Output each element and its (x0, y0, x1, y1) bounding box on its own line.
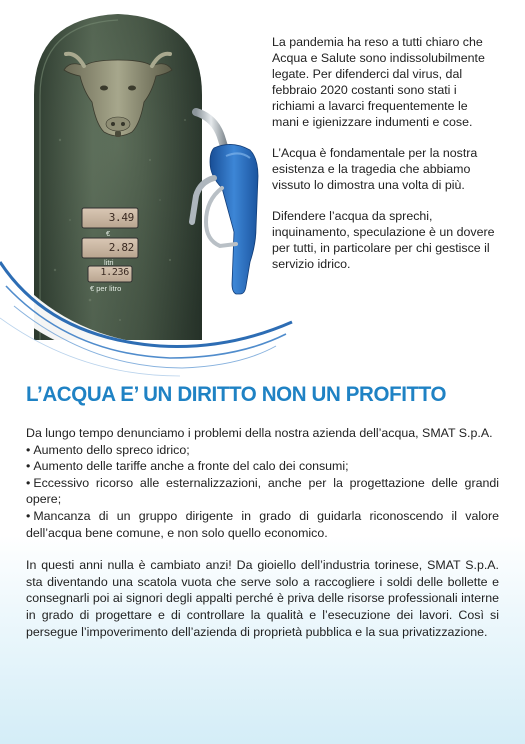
pump-amount-unit: € (106, 229, 111, 238)
body-text (26, 425, 499, 640)
body-intro-paragraph: Da lungo tempo denunciamo i problemi della nostra azienda dell’acqua, SMAT S.p.A. (26, 426, 493, 440)
fountain-pump-graphic (0, 0, 300, 380)
bullet-icon: • (26, 442, 31, 457)
pump-price-unit: € per litro (90, 284, 122, 293)
fountain-pump-illustration (0, 0, 300, 380)
list-item: • Aumento delle tariffe anche a fronte del calo dei consumi; (26, 459, 349, 474)
problem-list (26, 442, 499, 542)
body-closing-paragraph: In questi anni nulla è cambiato anzi! Da gioiello dell’industria torinese, SMAT S.p.A. sta diventando una scatola vuota che serve solo a raccogliere i soldi delle bollette e consegnarli poi ai signori degli appalti perché è priva delle risorse professionali interne in grado di progettare e di controllare la qualità e l’esecuzione dei lavori. Così si persegue l’impoverimento dell’azienda di proprietà pubblica e la sua privatizzazione. (26, 558, 499, 639)
list-item: • Mancanza di un gruppo dirigente in grado di guidarla riconoscendo il valore dell’acqua bene comune, e non solo quello economico. (26, 508, 499, 540)
bullet-icon: • (26, 475, 31, 490)
intro-text (272, 34, 497, 287)
pump-price-display: 1.236 (100, 267, 129, 278)
list-item: • Eccessivo ricorso alle esternalizzazioni, anche per la progettazione delle grandi opere; (26, 475, 499, 507)
intro-paragraph-defend: Difendere l’acqua da sprechi, inquinamento, speculazione è un dovere per tutti, in particolare per chi gestisce il servizio idrico. (272, 209, 495, 271)
bullet-icon: • (26, 508, 31, 523)
list-item: • Aumento dello spreco idrico; (26, 442, 190, 457)
pump-liters-display: 2.82 (108, 241, 134, 254)
pump-liters-unit: litri (104, 258, 114, 267)
headline: L’ACQUA E’ UN DIRITTO NON UN PROFITTO (26, 382, 447, 406)
pump-amount-display: 3.49 (108, 211, 134, 224)
paragraph-spacer (26, 541, 499, 557)
intro-paragraph-pandemic: La pandemia ha reso a tutti chiaro che Acqua e Salute sono indissolubilmente legate. Per difenderci dal virus, dal febbraio 2020 costanti sono stati i richiami a lavarci frequentemente le mani e igienizzare indumenti e cose. (272, 35, 485, 129)
intro-paragraph-water: L’Acqua è fondamentale per la nostra esistenza e la tragedia che abbiamo vissuto lo dimostra una volta di più. (272, 146, 478, 192)
bullet-icon: • (26, 459, 31, 474)
